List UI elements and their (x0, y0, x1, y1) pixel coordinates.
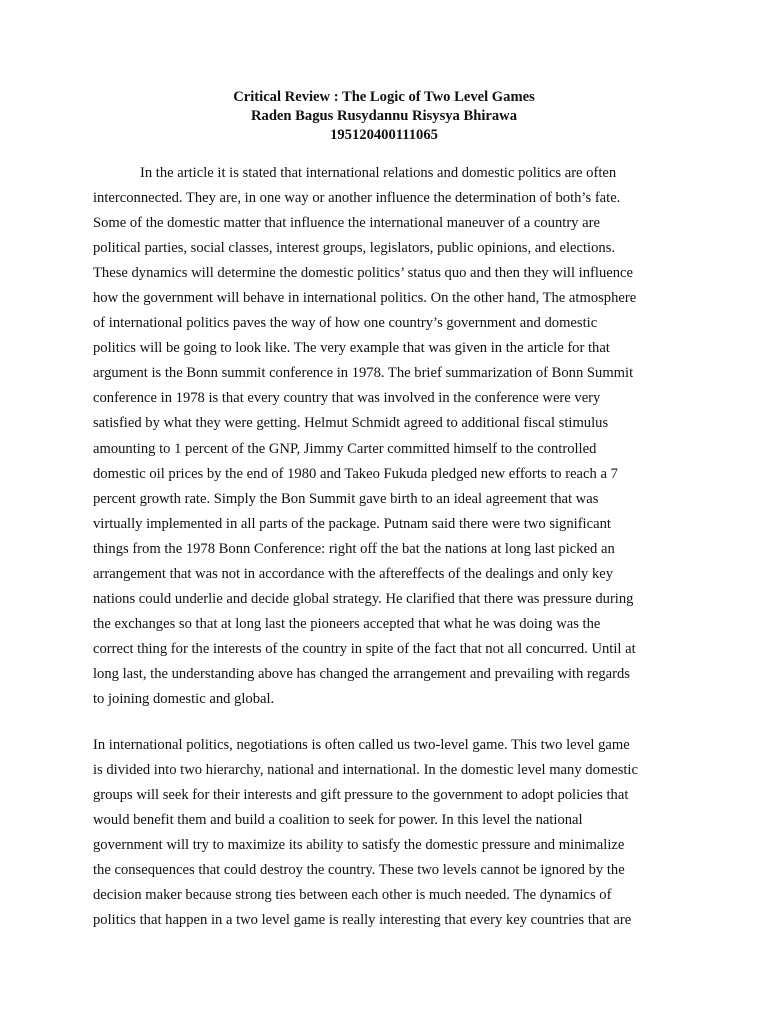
text-line: politics will be going to look like. The very example that was given in the article for that (93, 340, 610, 357)
text-line: political parties, social classes, interest groups, legislators, public opinions, and elections. (93, 240, 616, 257)
text-line: things from the 1978 Bonn Conference: right off the bat the nations at long last picked an (93, 540, 615, 557)
text-line: decision maker because strong ties between each other is much needed. The dynamics of (93, 887, 612, 904)
text-line: interconnected. They are, in one way or another influence the determination of both’s fate. (93, 190, 621, 207)
text-line: In the article it is stated that international relations and domestic politics are often (140, 165, 617, 181)
paragraph-1 (93, 161, 675, 712)
paragraph-2 (93, 733, 675, 933)
text-line: amounting to 1 percent of the GNP, Jimmy Carter committed himself to the controlled (93, 440, 597, 457)
document-title: Critical Review : The Logic of Two Level Games (233, 89, 535, 105)
text-line: In international politics, negotiations is often called us two-level game. This two level game (93, 737, 630, 753)
text-line: government will try to maximize its ability to satisfy the domestic pressure and minimalize (93, 837, 625, 854)
text-line: arrangement that was not in accordance with the aftereffects of the dealings and only key (93, 565, 614, 582)
text-line: conference in 1978 is that every country that was involved in the conference were very (93, 390, 601, 407)
text-line: groups will seek for their interests and gift pressure to the government to adopt policies that (93, 787, 629, 804)
text-line: correct thing for the interests of the country in spite of the fact that not all concurred. Until at (93, 640, 636, 657)
author-name: Raden Bagus Rusydannu Risysya Bhirawa (250, 108, 517, 124)
text-line: of international politics paves the way of how one country’s government and domestic (93, 315, 598, 332)
text-line: Some of the domestic matter that influence the international maneuver of a country are (93, 215, 600, 232)
text-line: These dynamics will determine the domestic politics’ status quo and then they will influence (93, 265, 633, 282)
text-line: percent growth rate. Simply the Bon Summit gave birth to an ideal agreement that was (93, 490, 599, 507)
text-line: virtually implemented in all parts of the package. Putnam said there were two significant (93, 515, 611, 532)
text-line: argument is the Bonn summit conference in 1978. The brief summarization of Bonn Summit (93, 365, 634, 382)
text-line: domestic oil prices by the end of 1980 and Takeo Fukuda pledged new efforts to reach a 7 (93, 465, 618, 482)
text-line: long last, the understanding above has changed the arrangement and prevailing with regards (93, 665, 630, 682)
text-line: is divided into two hierarchy, national and international. In the domestic level many domestic (93, 762, 638, 779)
text-line: satisfied by what they were getting. Helmut Schmidt agreed to additional fiscal stimulus (93, 415, 609, 432)
text-line: how the government will behave in international politics. On the other hand, The atmosphere (93, 290, 637, 307)
text-line: would benefit them and build a coalition to seek for power. In this level the national (93, 812, 583, 829)
student-id: 195120400111065 (330, 127, 438, 143)
text-line: the consequences that could destroy the country. These two levels cannot be ignored by the (93, 862, 625, 879)
text-line: to joining domestic and global. (93, 690, 275, 707)
text-line: nations could underlie and decide global strategy. He clarified that there was pressure during (93, 590, 634, 607)
text-line: politics that happen in a two level game is really interesting that every key countries that are (93, 912, 632, 929)
text-line: the exchanges so that at long last the pioneers accepted that what he was doing was the (93, 615, 601, 632)
document-header (0, 88, 768, 145)
